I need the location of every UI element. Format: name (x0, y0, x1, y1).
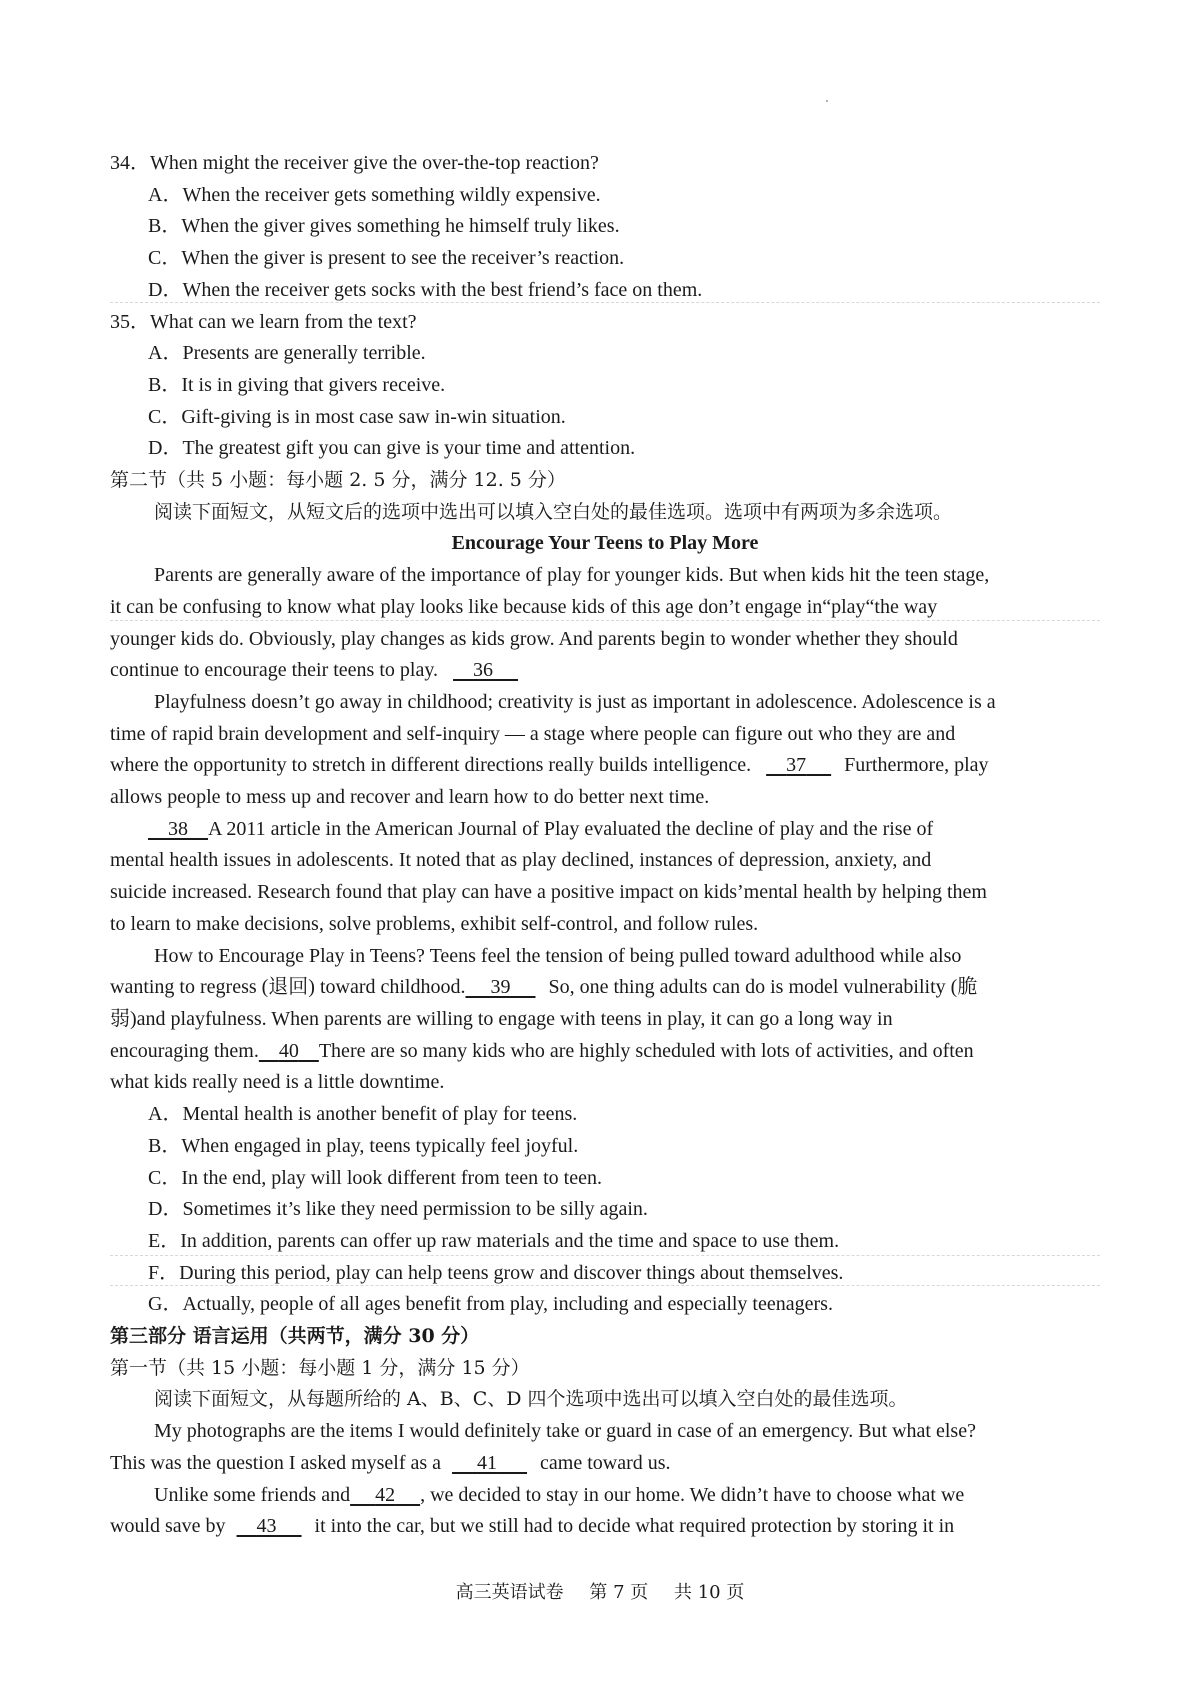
question-34-stem: 34．When might the receiver give the over-the-top reaction? (110, 152, 599, 174)
section2-option-d: D．Sometimes it’s like they need permission to be silly again. (148, 1198, 648, 1221)
passage-p1-line3: younger kids do. Obviously, play changes as kids grow. And parents begin to wonder whether they should (110, 627, 958, 650)
cloze-p1-line2b: came toward us. (540, 1451, 671, 1474)
scan-speck (826, 100, 828, 102)
passage-p3-line4: to learn to make decisions, solve problems, exhibit self-control, and follow rules. (110, 912, 759, 935)
passage-p2-line2: time of rapid brain development and self-inquiry — a stage where people can figure out who they are and (110, 722, 956, 745)
section2-option-e: E．In addition, parents can offer up raw materials and the time and space to use them. (148, 1229, 840, 1252)
page-footer (0, 1578, 1200, 1604)
footer-exam-name: 高三英语试卷 (455, 1582, 564, 1603)
passage-p2-line3: where the opportunity to stretch in different directions really builds intelligence. (110, 754, 752, 777)
passage-p2-line1: Playfulness doesn’t go away in childhood; creativity is just as important in adolescence. Adolescence is a (154, 690, 996, 713)
passage-p3-line2: mental health issues in adolescents. It noted that as play declined, instances of depression, anxiety, and (110, 849, 932, 872)
passage-p4-line2: wanting to regress (退回) toward childhood. (110, 976, 466, 999)
passage-p1-line2: it can be confusing to know what play looks like because kids of this age don’t engage in“play“the way (110, 595, 938, 618)
blank-42: 42 (375, 1483, 396, 1506)
part3-section1-header: 第一节（共 15 小题：每小题 1 分，满分 15 分） (110, 1356, 530, 1379)
passage-p4-line3: 弱)and playfulness. When parents are willing to engage with teens in play, it can go a long way in (110, 1007, 893, 1030)
section2-option-f: F．During this period, play can help teens grow and discover things about themselves. (148, 1261, 844, 1284)
passage-p1-line4-text: continue to encourage their teens to play. (110, 659, 439, 682)
blank-37: 37 (786, 754, 807, 777)
cloze-p2-line1a: Unlike some friends and (154, 1483, 351, 1506)
cloze-p1-line2a: This was the question I asked myself as a (110, 1451, 442, 1474)
q35-option-b: B．It is in giving that givers receive. (148, 373, 446, 396)
passage-p1-line1: Parents are generally aware of the importance of play for younger kids. But when kids hit the teen stage, (154, 564, 990, 587)
q34-option-b: B．When the giver gives something he himself truly likes. (148, 215, 620, 238)
page-content (110, 148, 1100, 1543)
q35-option-c: C．Gift-giving is in most case saw in-win situation. (148, 405, 566, 428)
passage-title: Encourage Your Teens to Play More (451, 532, 759, 555)
footer-total-pages: 共 10 页 (674, 1582, 745, 1603)
scan-dash (110, 620, 1100, 621)
passage-p4-line5: what kids really need is a little downtime. (110, 1071, 445, 1094)
part3-header: 第三部分 语言运用（共两节，满分 30 分） (110, 1325, 480, 1348)
passage-p2-line4: allows people to mess up and recover and learn how to do better next time. (110, 786, 710, 809)
section2-option-a: A．Mental health is another benefit of play for teens. (148, 1103, 578, 1126)
blank-38: 38 (168, 817, 188, 840)
blank-41: 41 (477, 1451, 498, 1474)
cloze-p2-line2a: would save by (110, 1515, 226, 1538)
passage-p4-line2-tail: So, one thing adults can do is model vulnerability (脆 (548, 976, 978, 999)
passage-p4-line4-tail: There are so many kids who are highly scheduled with lots of activities, and often (318, 1039, 974, 1062)
q35-option-d: D．The greatest gift you can give is your time and attention. (148, 437, 636, 460)
scan-dash (110, 1255, 1100, 1256)
passage-p4-line1: How to Encourage Play in Teens? Teens feel the tension of being pulled toward adulthood while also (154, 944, 962, 967)
passage-p3-line1: A 2011 article in the American Journal of Play evaluated the decline of play and the rise of (208, 817, 934, 840)
blank-43: 43 (256, 1515, 277, 1538)
scan-dash (110, 1285, 1100, 1286)
footer-page-number: 第 7 页 (589, 1582, 649, 1603)
section2-instruction: 阅读下面短文，从短文后的选项中选出可以填入空白处的最佳选项。选项中有两项为多余选项。 (154, 500, 953, 523)
blank-40: 40 (278, 1039, 299, 1062)
section2-header: 第二节（共 5 小题：每小题 2. 5 分，满分 12. 5 分） (110, 469, 566, 492)
passage-p3-line3: suicide increased. Research found that play can have a positive impact on kids’mental health by helping them (110, 881, 987, 904)
section2-option-g: G．Actually, people of all ages benefit from play, including and especially teenagers. (148, 1293, 833, 1316)
section2-option-b: B．When engaged in play, teens typically feel joyful. (148, 1134, 579, 1157)
part3-instruction: 阅读下面短文，从每题所给的 A、B、C、D 四个选项中选出可以填入空白处的最佳选项。 (154, 1388, 908, 1411)
cloze-p2-line2b: it into the car, but we still had to decide what required protection by storing it in (314, 1515, 955, 1538)
question-35-stem: 35．What can we learn from the text? (110, 310, 417, 333)
q34-option-c: C．When the giver is present to see the receiver’s reaction. (148, 247, 625, 270)
cloze-p1-line1: My photographs are the items I would definitely take or guard in case of an emergency. But what else? (154, 1420, 976, 1443)
q34-option-a: A．When the receiver gets something wildly expensive. (148, 183, 601, 206)
section2-option-c: C．In the end, play will look different from teen to teen. (148, 1166, 602, 1189)
blank-36: 36 (473, 659, 494, 682)
passage-p2-line3-tail: Furthermore, play (844, 754, 989, 777)
scan-dash (110, 302, 1100, 303)
cloze-p2-line1b: , we decided to stay in our home. We didn’t have to choose what we (420, 1483, 965, 1506)
q34-option-d: D．When the receiver gets socks with the best friend’s face on them. (148, 278, 703, 301)
passage-p1-line4 (110, 655, 1100, 687)
q35-option-a: A．Presents are generally terrible. (148, 342, 426, 365)
passage-p4-line4: encouraging them. (110, 1039, 259, 1062)
blank-39: 39 (490, 976, 511, 999)
